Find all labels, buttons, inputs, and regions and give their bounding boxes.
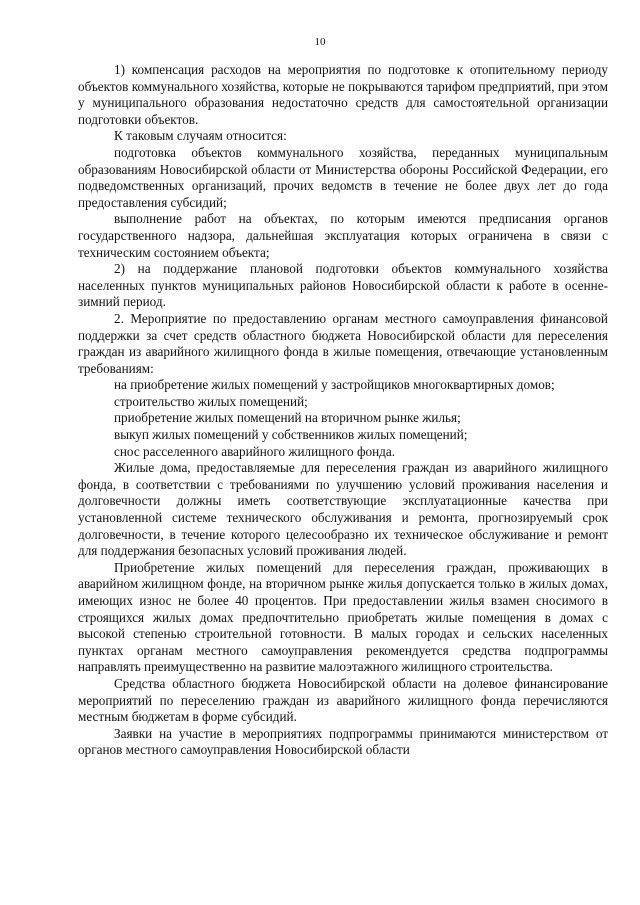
paragraph-secondary-purchase-rules: Приобретение жилых помещений для переселения граждан, проживающих в аварийном жилищном фонде, на вторичном рынке жилья допускается только в жилых домах, имеющих износ не более 40 процентов. При предоставлении жилья взамен сносимого в строящихся жилых домах предпочтительно приобретать жилые помещения в домах с высокой степенью строительной готовности. В малых городах и сельских населенных пунктах органам местного самоуправления рекомендуется средства подпрограммы направлять преимущественно на развитие малоэтажного жилищного строительства. [78, 559, 608, 675]
paragraph-inspection-works: выполнение работ на объектах, по которым имеются предписания органов государственного надзора, дальнейшая эксплуатация которых ограничена в связи с техническим состоянием объекта; [78, 211, 608, 260]
paragraph-applications: Заявки на участие в мероприятиях подпрограммы принимаются министерством от органов местного самоуправления Новосибирской области [78, 725, 608, 758]
page-number: 10 [314, 36, 326, 48]
paragraph-compensation: 1) компенсация расходов на мероприятия по подготовке к отопительному периоду объектов коммунального хозяйства, которые не покрываются тарифом предприятий, при этом у муниципального образования недостаточно средств для самостоятельной организации подготовки объектов. [78, 62, 608, 127]
paragraph-demolition: снос расселенного аварийного жилищного фонда. [114, 443, 395, 459]
paragraph-planned-preparation: 2) на поддержание плановой подготовки объектов коммунального хозяйства населенных пунктов муниципальных районов Новосибирской области к работе в осенне-зимний период. [78, 261, 608, 310]
paragraph-cases-intro: К таковым случаям относится: [114, 128, 287, 144]
paragraph-secondary-market: приобретение жилых помещений на вторичном рынке жилья; [114, 410, 461, 426]
paragraph-resettlement-measure: 2. Мероприятие по предоставлению органам местного самоуправления финансовой поддержки за счет средств областного бюджета Новосибирской области для переселения граждан из аварийного жилищного фонда в жилые помещения, отвечающие установленным требованиям: [78, 310, 608, 376]
paragraph-buyout: выкуп жилых помещений у собственников жилых помещений; [114, 427, 468, 443]
document-body [78, 62, 608, 759]
paragraph-housing-requirements: Жилые дома, предоставляемые для переселения граждан из аварийного жилищного фонда, в соответствии с требованиями по улучшению условий проживания населения и долговечности должны иметь соответствующие эксплуатационные качества при установленной системе технического обслуживания и ремонта, прогнозируемый срок долговечности, в течение которого целесообразно их техническое обслуживание и ремонт для поддержания безопасных условий проживания людей. [78, 460, 608, 559]
paragraph-purchase-developers: на приобретение жилых помещений у застройщиков многоквартирных домов; [114, 377, 555, 393]
paragraph-preparation-objects: подготовка объектов коммунального хозяйства, переданных муниципальным образованиям Новосибирской области от Министерства обороны Российской Федерации, его подведомственных организаций, прочих ведомств в течение не более двух лет до года предоставления субсидий; [78, 144, 608, 210]
paragraph-construction: строительство жилых помещений; [114, 393, 308, 409]
paragraph-budget-funds: Средства областного бюджета Новосибирской области на долевое финансирование мероприятий по переселению граждан из аварийного жилищного фонда перечисляются местным бюджетам в форме субсидий. [78, 675, 608, 725]
